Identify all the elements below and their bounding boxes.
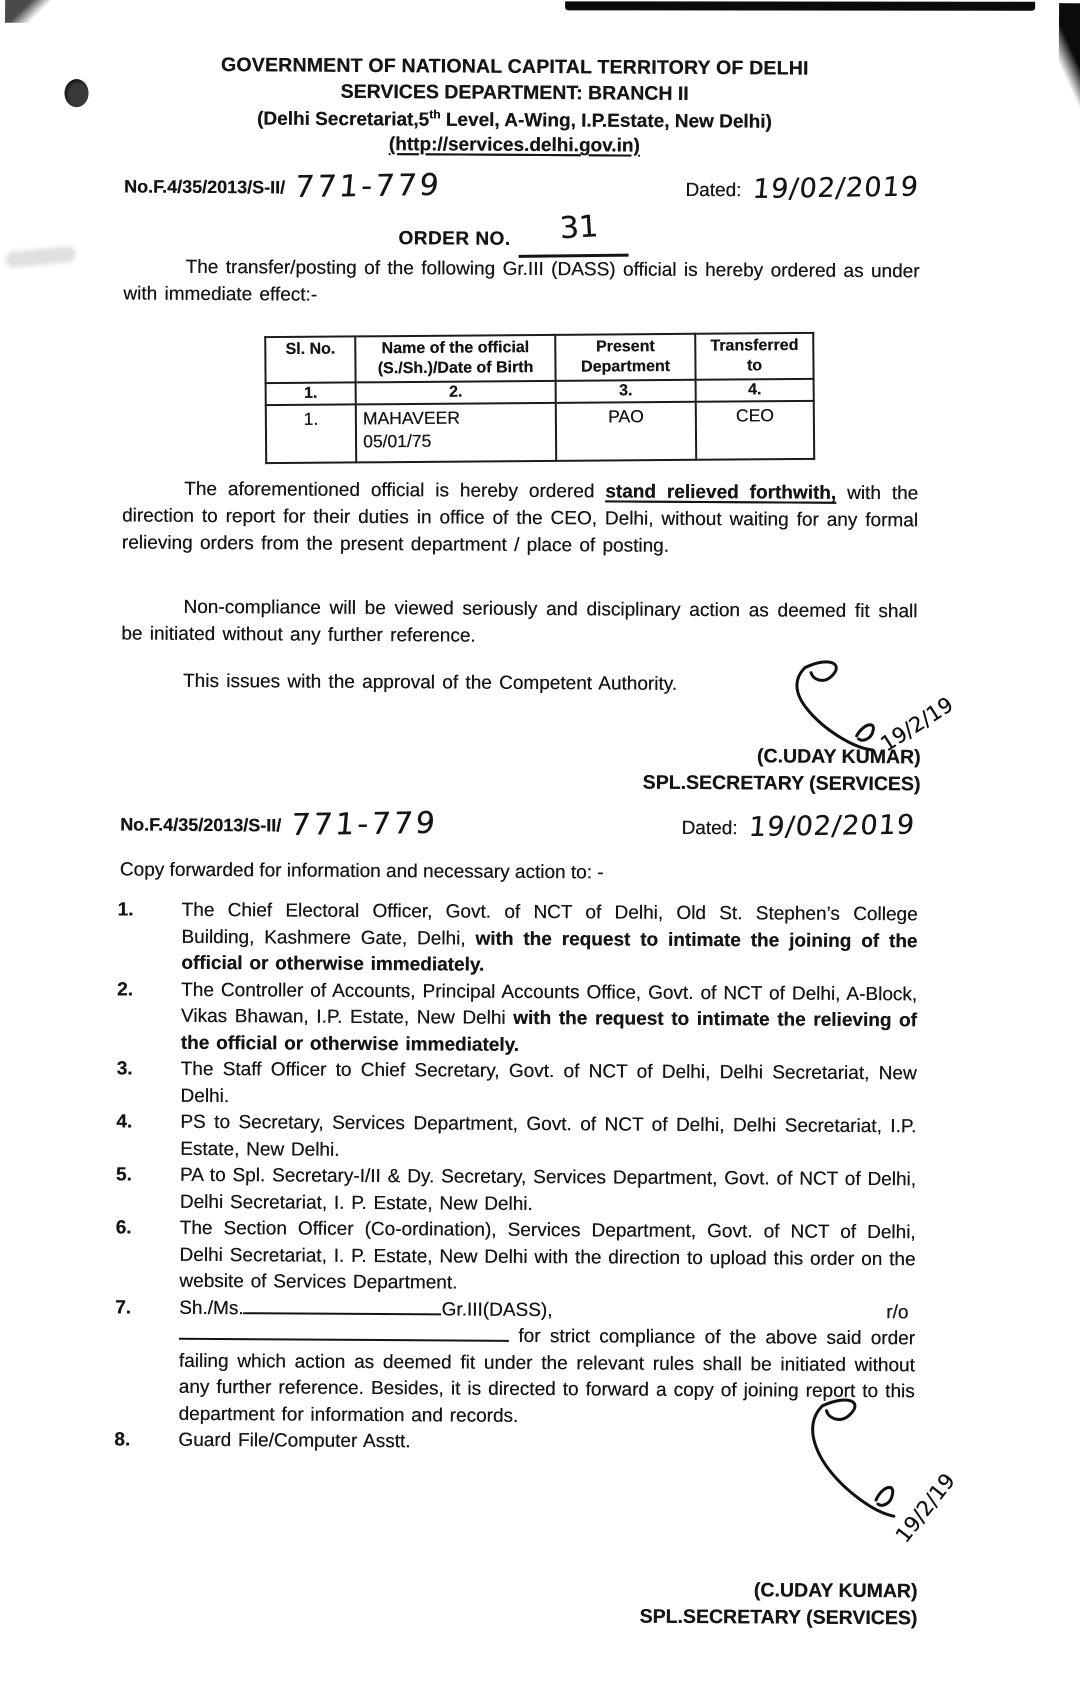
order-no-label: ORDER NO. (398, 228, 511, 250)
list-item: 8. Guard File/Computer Asstt. (114, 1429, 411, 1453)
scan-artifact-right-wedge (1058, 3, 1080, 113)
intro-paragraph: The transfer/posting of the following Gr.III (DASS) official is hereby ordered as under with immediate effect:- (123, 256, 920, 306)
file-number-label: No.F.4/35/2013/S-II/ (123, 176, 286, 198)
file-number-label: No.F.4/35/2013/S-II/ (120, 814, 282, 836)
signature-bottom (764, 1393, 1015, 1560)
order-number-line (4, 209, 1024, 256)
department-title: SERVICES DEPARTMENT: BRANCH II (340, 80, 689, 105)
signature-stroke (876, 1487, 893, 1505)
copy-forwarded-line: Copy forwarded for information and necessary action to: - (119, 859, 604, 884)
handwritten-order-number: 31 (529, 218, 629, 254)
letterhead (4, 53, 1025, 161)
list-item: 1. The Chief Electoral Officer, Govt. of NCT of Delhi, Old St. Stephen’s College Building, Kashmere Gate, Delhi, with the request to intimate the joining of the official or otherwise immediately. (117, 899, 918, 976)
col-header-name: Name of the official (S./Sh.)/Date of Birth (355, 335, 555, 383)
address-line: (Delhi Secretariat,5th Level, A-Wing, I.P.Estate, New Delhi) (256, 107, 772, 133)
government-title: GOVERNMENT OF NATIONAL CAPITAL TERRITORY OF DELHI (220, 54, 809, 80)
distribution-list (114, 897, 917, 1458)
list-item: 2. The Controller of Accounts, Principal Accounts Office, Govt. of NCT of Delhi, A-Block, Vikas Bhawan, I.P. Estate, New Delhi with the request to intimate the relieving of the official or otherwise immediately. (117, 978, 918, 1056)
transfer-table (264, 332, 815, 464)
reference-line-top (124, 165, 919, 205)
signature-stroke (822, 1400, 855, 1420)
list-item: 4. PS to Secretary, Services Department, Govt. of NCT of Delhi, Delhi Secretariat, I.P. Estate, New Delhi. (116, 1111, 917, 1161)
signature-date: 19/2/19 (876, 692, 958, 757)
relieving-paragraph: The aforementioned official is hereby ordered stand relieved forthwith, with the direction to report for their duties in office of the CEO, Delhi, without waiting for any formal relieving orders from the present department / place of posting. (121, 478, 919, 557)
website-url: (http://services.delhi.gov.in) (388, 134, 640, 157)
col-header-transferred-to: Transferred to (695, 333, 813, 380)
scan-artifact-top-strip (565, 1, 1035, 10)
table-row (266, 401, 814, 463)
signature-stroke (797, 668, 873, 750)
signatory-block-top (420, 743, 920, 796)
cell-transferred-to: CEO (696, 401, 814, 460)
signatory-title: SPL.SECRETARY (SERVICES) (639, 1605, 918, 1630)
table-column-number-row: 1. 2. 3. 4. (266, 379, 814, 405)
signatory-title: SPL.SECRETARY (SERVICES) (642, 771, 921, 796)
cell-official-name: MAHAVEER 05/01/75 (356, 403, 556, 463)
signatory-name: (C.UDAY KUMAR) (756, 745, 921, 769)
handwritten-date: 19/02/2019 (747, 809, 917, 844)
col-header-present-dept: Present Department (555, 334, 695, 381)
cell-present-department: PAO (556, 402, 696, 461)
signature-stroke (857, 725, 874, 741)
approval-paragraph: This issues with the approval of the Competent Authority. (182, 670, 678, 695)
signature-stroke (812, 1406, 894, 1516)
list-item: 6. The Section Officer (Co-ordination), Services Department, Govt. of NCT of Delhi, Delhi Secretariat, I. P. Estate, New Delhi with the direction to upload this order on the website of Services Department. (115, 1217, 916, 1294)
blank-name-line (244, 1297, 442, 1315)
blank-address-line (179, 1323, 509, 1342)
table-header-row (265, 333, 813, 383)
handwritten-dispatch-numbers: 771-779 (289, 805, 440, 843)
scan-artifact-corner-mark (5, 0, 63, 23)
list-item-blank-form: 7. Sh./Ms. Gr.III(DASS), r/o for strict compliance of the above said order failing which action as deemed fit under the relevant rules shall be initiated without any further reference. Besides, it is directed to forward a copy of joining report to this department for information and records. (115, 1296, 916, 1427)
signature-stroke (805, 662, 836, 681)
signatory-block-bottom (415, 1577, 917, 1630)
handwritten-dispatch-numbers: 771-779 (293, 167, 444, 206)
list-item: 3. The Staff Officer to Chief Secretary, Govt. of NCT of Delhi, Delhi Secretariat, New Delhi. (116, 1058, 917, 1107)
dated-label: Dated: (685, 179, 742, 202)
cell-sl-no: 1. (266, 404, 356, 463)
col-header-sl-no: Sl. No. (265, 336, 355, 383)
handwritten-date: 19/02/2019 (751, 171, 921, 206)
reference-line-bottom (120, 803, 915, 843)
list-item: 5. PA to Spl. Secretary-I/II & Dy. Secretary, Services Department, Govt. of NCT of Delhi, Delhi Secretariat, I. P. Estate, New Delhi. (115, 1164, 917, 1215)
non-compliance-paragraph: Non-compliance will be viewed seriously and disciplinary action as deemed fit shall be initiated without any further reference. (121, 596, 918, 647)
dated-label: Dated: (681, 817, 738, 840)
stand-relieved-emphasis: stand relieved forthwith, (605, 481, 837, 504)
signature-date: 19/2/19 (890, 1468, 960, 1548)
signatory-name: (C.UDAY KUMAR) (753, 1579, 918, 1603)
